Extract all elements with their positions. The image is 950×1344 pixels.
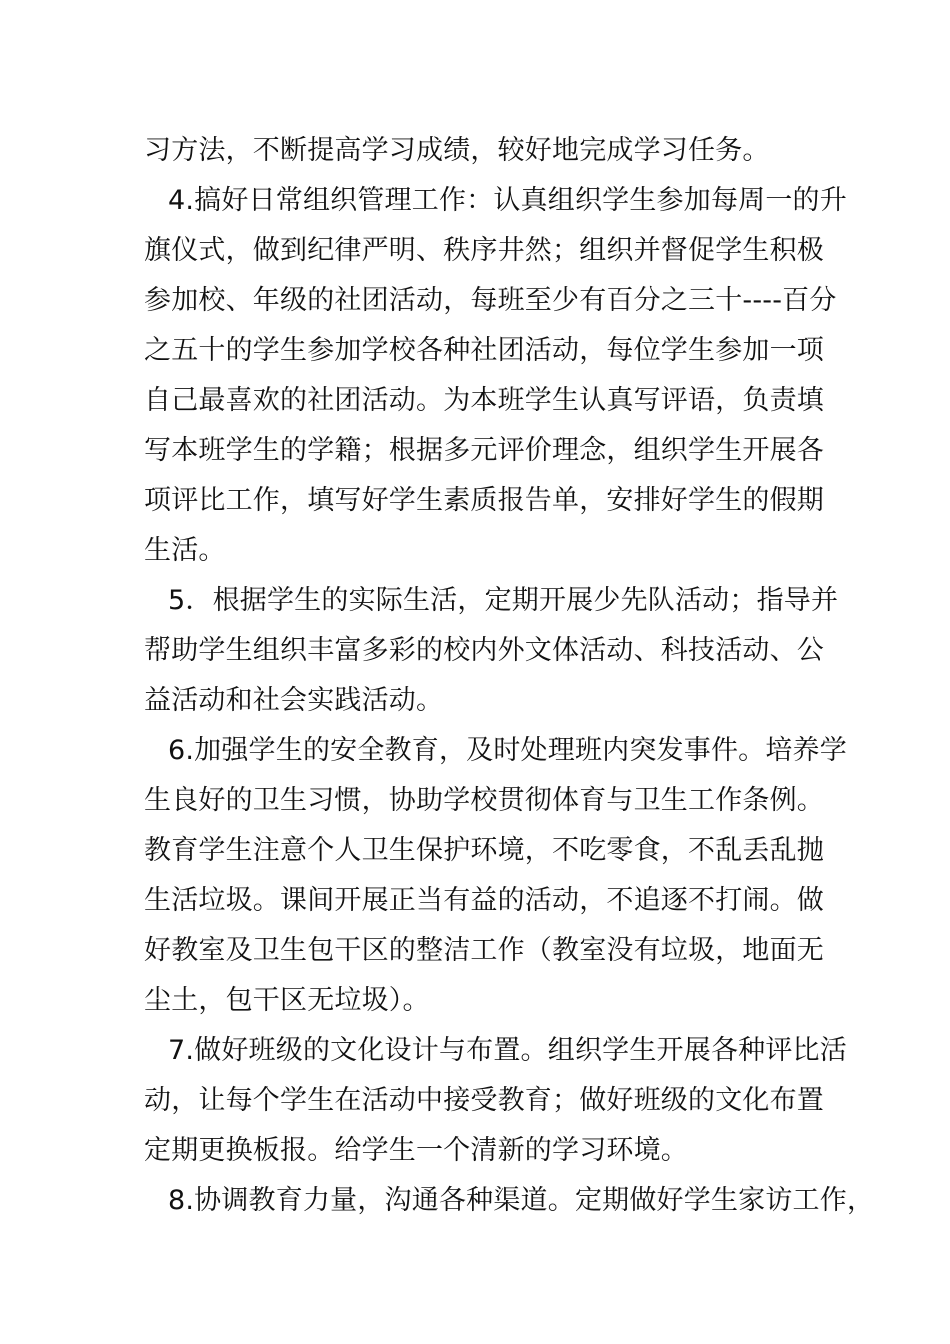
text-line: 之五十的学生参加学校各种社团活动，每位学生参加一项 xyxy=(144,335,824,366)
text-line: 习方法，不断提高学习成绩，较好地完成学习任务。 xyxy=(144,135,770,166)
text-line: 写本班学生的学籍；根据多元评价理念，组织学生开展各 xyxy=(144,435,824,466)
paragraph-6-start: 6.加强学生的安全教育，及时处理班内突发事件。培养学 xyxy=(168,735,847,766)
paragraph-4-start: 4.搞好日常组织管理工作：认真组织学生参加每周一的升 xyxy=(168,185,847,216)
text-line: 益活动和社会实践活动。 xyxy=(144,685,444,716)
text-line: 动，让每个学生在活动中接受教育；做好班级的文化布置 xyxy=(144,1085,824,1116)
text-line: 旗仪式，做到纪律严明、秩序井然；组织并督促学生积极 xyxy=(144,235,824,266)
text-line: 参加校、年级的社团活动，每班至少有百分之三十----百分 xyxy=(144,285,837,316)
paragraph-5-start: 5．根据学生的实际生活，定期开展少先队活动；指导并 xyxy=(168,585,839,616)
text-line: 帮助学生组织丰富多彩的校内外文体活动、科技活动、公 xyxy=(144,635,824,666)
text-line: 自己最喜欢的社团活动。为本班学生认真写评语，负责填 xyxy=(144,385,824,416)
text-line: 好教室及卫生包干区的整洁工作（教室没有垃圾，地面无 xyxy=(144,935,824,966)
paragraph-7-start: 7.做好班级的文化设计与布置。组织学生开展各种评比活 xyxy=(168,1035,847,1066)
text-line: 生良好的卫生习惯，协助学校贯彻体育与卫生工作条例。 xyxy=(144,785,824,816)
paragraph-8-start: 8.协调教育力量，沟通各种渠道。定期做好学生家访工作， xyxy=(168,1185,875,1216)
text-line: 项评比工作，填写好学生素质报告单，安排好学生的假期 xyxy=(144,485,824,516)
text-line: 尘土，包干区无垃圾）。 xyxy=(144,985,430,1016)
text-line: 教育学生注意个人卫生保护环境，不吃零食，不乱丢乱抛 xyxy=(144,835,824,866)
text-line: 生活。 xyxy=(144,535,226,566)
text-line: 生活垃圾。课间开展正当有益的活动，不追逐不打闹。做 xyxy=(144,885,824,916)
text-line: 定期更换板报。给学生一个清新的学习环境。 xyxy=(144,1135,688,1166)
